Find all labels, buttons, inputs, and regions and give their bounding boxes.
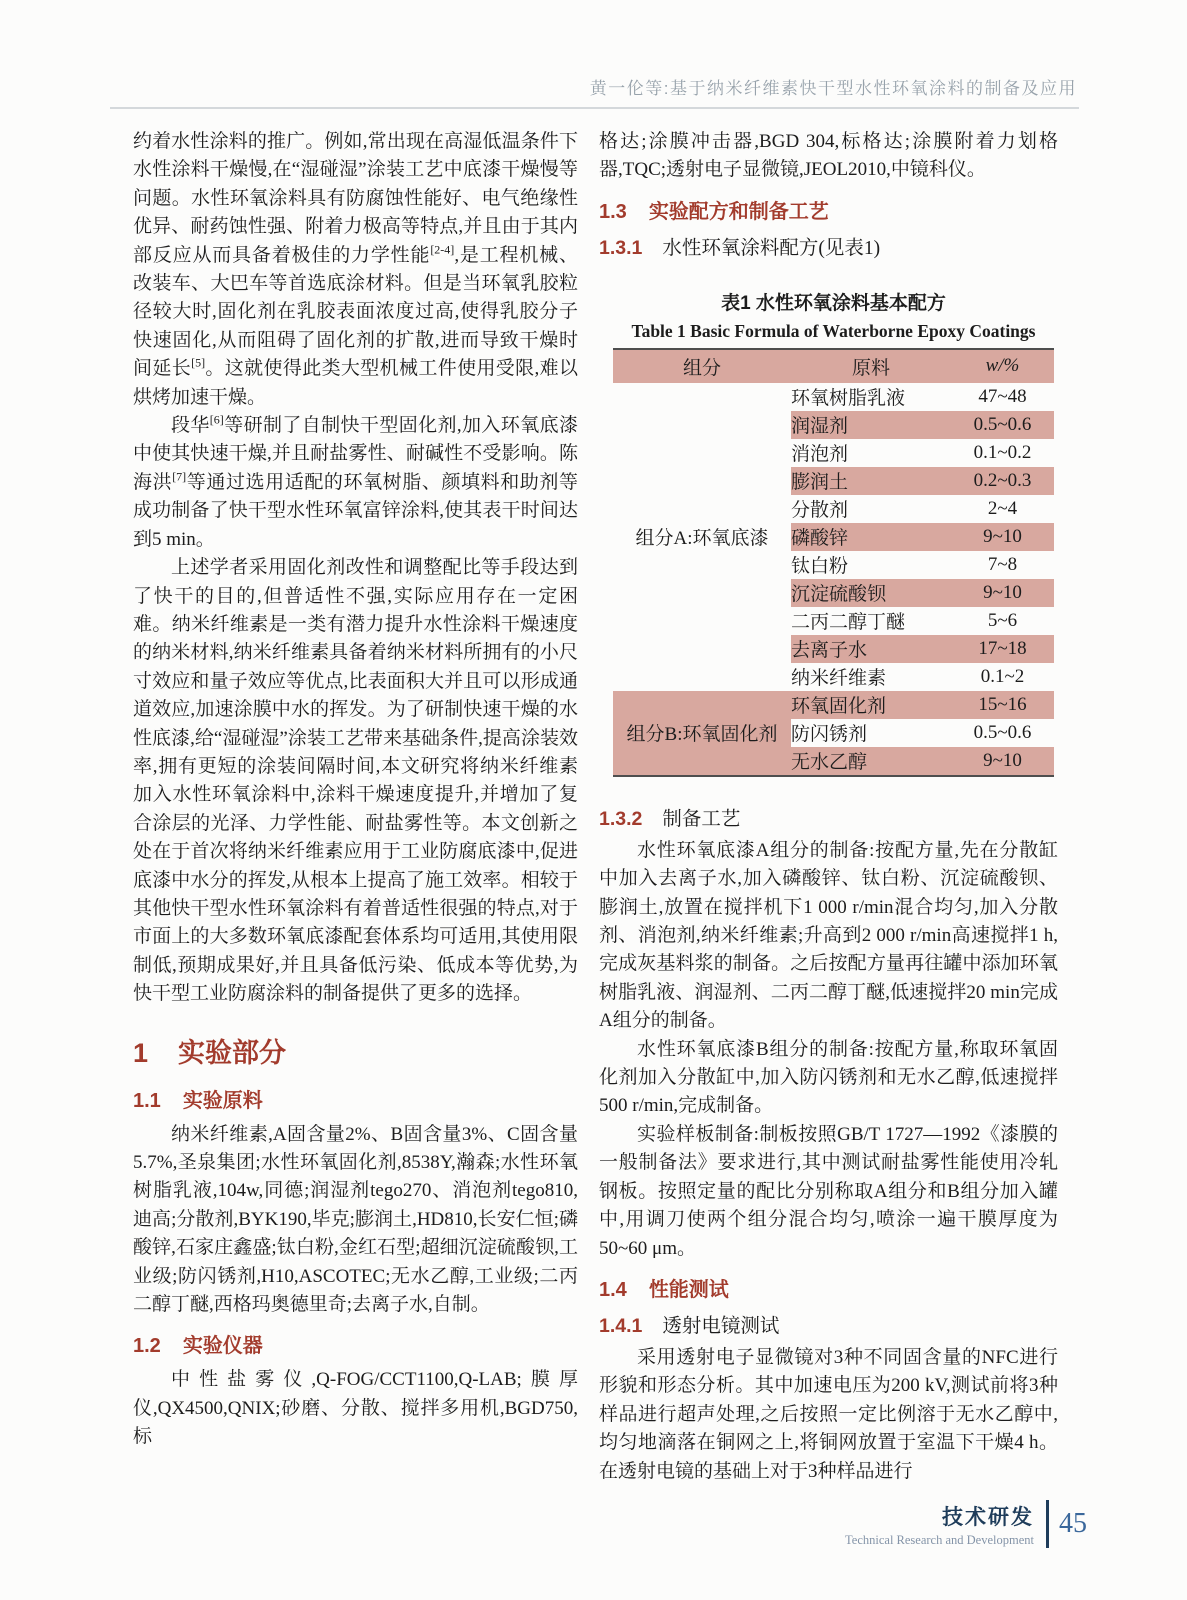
paragraph: 水性环氧底漆A组分的制备:按配方量,先在分散缸中加入去离子水,加入磷酸锌、钛白粉、沉淀硫酸钡、膨润土,放置在搅拌机下1 000 r/min混合均匀,加入分散剂、消泡剂,纳米纤维素;升高到2 000 r/min高速搅拌1 h,完成灰基料浆的制备。之后按配方量再往罐中添加环氧树脂乳液、润湿剂、二丙二醇丁醚,低速搅拌20 min完成A组分的制备。 [599, 839, 1058, 1032]
subsection-number: 1.3 [599, 200, 627, 223]
paragraph: 格达;涂膜冲击器,BGD 304,标格达;涂膜附着力划格器,TQC;透射电子显微镜,JEOL2010,中镜科仪。 [599, 131, 1058, 181]
subsection-title: 性能测试 [648, 1278, 729, 1301]
table-value-cell: 0.1~2 [980, 665, 1025, 687]
section-heading [133, 1031, 578, 1070]
left-column [133, 128, 578, 1486]
table-value-cell: 17~18 [951, 635, 1054, 663]
subsubsection-number: 1.4.1 [599, 1314, 643, 1337]
table-value-cell: 7~8 [987, 553, 1018, 575]
header-rule [110, 107, 1079, 109]
table-row [613, 691, 1054, 719]
table-value-cell: 0.5~0.6 [973, 721, 1032, 743]
table-group-cell: 组分A:环氧底漆 [635, 528, 769, 550]
subsubsection-title: 水性环氧涂料配方(见表1) [662, 237, 881, 259]
table-value-cell: 0.2~0.3 [951, 467, 1054, 495]
paragraph: 纳米纤维素,A固含量2%、B固含量3%、C固含量5.7%,圣泉集团;水性环氧固化剂,8538Y,瀚森;水性环氧树脂乳液,104w,同德;润湿剂tego270、消泡剂tego810,迪高;分散剂,BYK190,毕克;膨润土,HD810,长安仁恒;磷酸锌,石家庄鑫盛;钛白粉,金红石型;超细沉淀硫酸钡,工业级;防闪锈剂,H10,ASCOTEC;无水乙醇,工业级;二丙二醇丁醚,西格玛奥德里奇;去离子水,自制。 [133, 1123, 578, 1316]
table-material-cell: 钛白粉 [791, 556, 849, 578]
table-material-cell: 分散剂 [791, 500, 849, 522]
table-value-cell: 2~4 [987, 497, 1018, 519]
subsubsection-title: 透射电镜测试 [662, 1315, 780, 1337]
running-head: 黄一伦等:基于纳米纤维素快干型水性环氧涂料的制备及应用 [589, 79, 1077, 98]
section-title: 实验部分 [178, 1037, 287, 1068]
footer-divider-bar [1046, 1500, 1049, 1548]
paragraph: 实验样板制备:制板按照GB/T 1727—1992《漆膜的一般制备法》要求进行,其中测试耐盐雾性能使用冷轧钢板。按照定量的配比分别称取A组分和B组分加入罐中,用调刀使两个组分混合均匀,喷涂一遍干膜厚度为50~60 μm。 [599, 1123, 1058, 1259]
table-caption-en: Table 1 Basic Formula of Waterborne Epoxy Coatings [631, 320, 1036, 341]
table-row [613, 383, 1054, 411]
table-value-cell: 9~10 [951, 579, 1054, 607]
subsubsection-heading [599, 232, 1058, 260]
table-header-row [613, 349, 1054, 383]
table-material-cell: 环氧固化剂 [791, 691, 951, 719]
paragraph: 约着水性涂料的推广。例如,常出现在高湿低温条件下水性涂料干燥慢,在“湿碰湿”涂装工艺中底漆干燥慢等问题。水性环氧涂料具有防腐蚀性能好、电气绝缘性优异、耐药蚀性强、附着力极高等特点,并且由于其内部反应从而具备着极佳的力学性能[2-4],是工程机械、改装车、大巴车等首选底涂材料。但是当环氧乳胶粒径较大时,固化剂在乳胶表面浓度过高,使得乳胶分子快速固化,从而阻碍了固化剂的扩散,进而导致干燥时间延长[5]。这就使得此类大型机械工件使用受限,难以烘烤加速干燥。 [133, 131, 578, 408]
paragraph: 段华[6]等研制了自制快干型固化剂,加入环氧底漆中使其快速干燥,并且耐盐雾性、耐碱性不受影响。陈海洪[7]等通过选用适配的环氧树脂、颜填料和助剂等成功制备了快干型水性环氧富锌涂料,使其表干时间达到5 min。 [133, 412, 578, 550]
paragraph: 上述学者采用固化剂改性和调整配比等手段达到了快干的目的,但普适性不强,实际应用存在一定困难。纳米纤维素是一类有潜力提升水性涂料干燥速度的纳米材料,纳米纤维素具备着纳米材料所拥有的小尺寸效应和量子效应等优点,比表面积大并且可以形成通道效应,加速涂膜中水的挥发。为了研制快速干燥的水性底漆,给“湿碰湿”涂装工艺带来基础条件,提高涂装效率,拥有更短的涂装间隔时间,本文研究将纳米纤维素加入水性环氧涂料中,涂料干燥速度提升,并增加了复合涂层的光泽、力学性能、耐盐雾性等。本文创新之处在于首次将纳米纤维素应用于工业防腐底漆中,促进底漆中水分的挥发,从根本上提高了施工效率。相较于其他快干型水性环氧涂料有着普适性很强的特点,对于市面上的大多数环氧底漆配套体系均可适用,其使用限制低,预期成果好,并且具备低污染、低成本等优势,为快干型工业防腐涂料的制备提供了更多的选择。 [133, 557, 578, 1005]
subsubsection-heading [599, 1310, 1058, 1338]
table-material-cell: 无水乙醇 [791, 747, 951, 776]
table-caption-cn: 表1 水性环氧涂料基本配方 [721, 292, 946, 314]
table-header [613, 349, 1054, 383]
table-material-cell: 二丙二醇丁醚 [791, 612, 906, 634]
subsection-heading [599, 1273, 1058, 1302]
table-material-cell: 磷酸锌 [791, 523, 951, 551]
table-group-cell: 组分B:环氧固化剂 [613, 691, 791, 776]
subsection-title: 实验配方和制备工艺 [648, 200, 829, 223]
subsection-number: 1.4 [599, 1278, 627, 1301]
subsubsection-title: 制备工艺 [662, 808, 741, 830]
col-header-component: 组分 [613, 349, 791, 383]
table-body [613, 383, 1054, 776]
right-column [599, 128, 1058, 1486]
table-value-cell: 0.1~0.2 [973, 441, 1032, 463]
table-material-cell: 膨润土 [791, 467, 951, 495]
subsection-title: 实验原料 [182, 1089, 263, 1112]
paragraph: 采用透射电子显微镜对3种不同固含量的NFC进行形貌和形态分析。其中加速电压为200 kV,测试前将3种样品进行超声处理,之后按照一定比例溶于无水乙醇中,均匀地滴落在铜网之上,将铜网放置于室温下干燥4 h。在透射电镜的基础上对于3种样品进行 [599, 1346, 1058, 1482]
table-value-cell: 9~10 [951, 747, 1054, 776]
page-footer [845, 1500, 1087, 1548]
table-material-cell: 沉淀硫酸钡 [791, 579, 951, 607]
footer-section-labels [845, 1501, 1034, 1548]
subsection-title: 实验仪器 [182, 1335, 263, 1358]
table-material-cell: 消泡剂 [791, 444, 849, 466]
table-material-cell: 去离子水 [791, 635, 951, 663]
table-material-cell: 环氧树脂乳液 [791, 388, 906, 410]
table-value-cell: 47~48 [978, 385, 1027, 407]
formula-table [613, 348, 1054, 777]
table-value-cell: 15~16 [951, 691, 1054, 719]
section-number: 1 [133, 1037, 149, 1068]
subsection-number: 1.1 [133, 1089, 161, 1112]
subsection-heading [133, 1084, 578, 1113]
two-column-layout [133, 128, 1058, 1486]
table-block [613, 288, 1054, 777]
paragraph: 水性环氧底漆B组分的制备:按配方量,称取环氧固化剂加入分散缸中,加入防闪锈剂和无水乙醇,低速搅拌500 r/min,完成制备。 [599, 1038, 1058, 1117]
table-value-cell: 9~10 [951, 523, 1054, 551]
table-value-cell: 0.5~0.6 [951, 411, 1054, 439]
page-number: 45 [1059, 1508, 1087, 1539]
footer-section-en: Technical Research and Development [845, 1532, 1034, 1547]
subsubsection-heading [599, 803, 1058, 831]
subsubsection-number: 1.3.1 [599, 236, 643, 259]
subsection-heading [133, 1329, 578, 1358]
table-material-cell: 润湿剂 [791, 411, 951, 439]
table-material-cell: 防闪锈剂 [791, 724, 868, 746]
table-material-cell: 纳米纤维素 [791, 668, 887, 690]
table-value-cell: 5~6 [987, 609, 1018, 631]
subsubsection-number: 1.3.2 [599, 807, 643, 830]
col-header-wpercent: w/% [951, 349, 1054, 383]
col-header-material: 原料 [791, 349, 951, 383]
paragraph: 中性盐雾仪,Q-FOG/CCT1100,Q-LAB;膜厚仪,QX4500,QNIX;砂磨、分散、搅拌多用机,BGD750,标 [133, 1369, 578, 1448]
footer-section-cn: 技术研发 [942, 1505, 1034, 1529]
subsection-number: 1.2 [133, 1335, 161, 1358]
subsection-heading [599, 195, 1058, 224]
